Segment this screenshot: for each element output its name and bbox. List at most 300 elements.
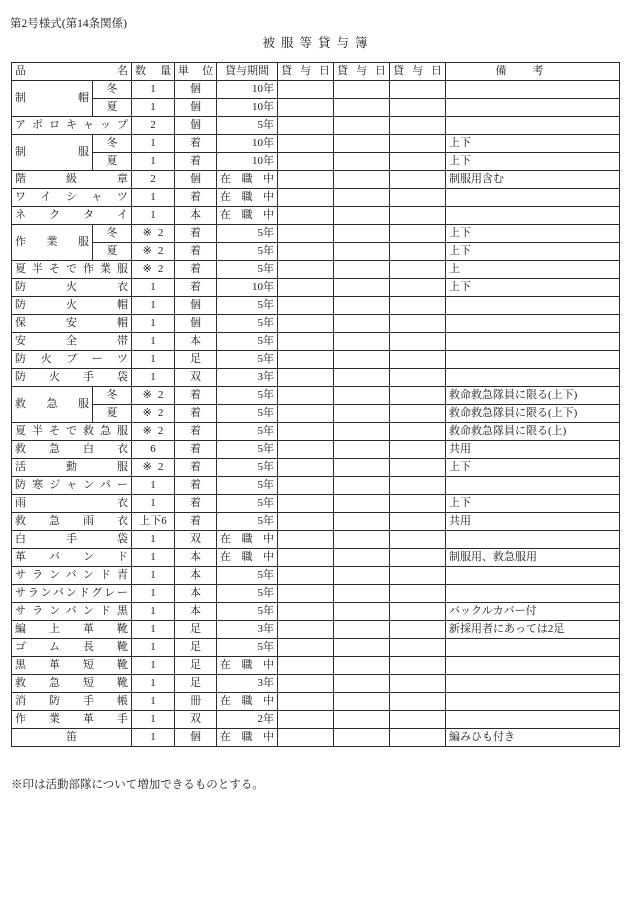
quantity-value: 2 (157, 461, 164, 473)
item-name-text: 救急短靴 (15, 677, 128, 689)
cell-unit: 双 (175, 369, 217, 387)
item-name-text: ゴム長靴 (15, 641, 128, 653)
item-name-text: 雨衣 (15, 497, 128, 509)
cell-remarks (446, 315, 620, 333)
asterisk-mark-icon: ※ (142, 389, 152, 401)
item-name-text: 救急服 (15, 398, 89, 410)
cell-unit: 足 (175, 657, 217, 675)
cell-quantity (132, 99, 175, 117)
quantity-value: 1 (150, 551, 156, 563)
cell-lend-date-3[interactable] (390, 279, 446, 297)
column-header-unit-text: 単位 (178, 65, 213, 77)
cell-lend-date-2[interactable] (334, 621, 390, 639)
table-row (12, 477, 620, 495)
cell-lend-date-1[interactable] (278, 711, 334, 729)
cell-lend-date-1[interactable] (278, 729, 334, 747)
cell-lend-date-1[interactable] (278, 297, 334, 315)
item-name-text: 笛 (66, 731, 77, 743)
cell-lend-date-2[interactable] (334, 405, 390, 423)
cell-remarks: バックルカバー付 (446, 603, 620, 621)
cell-lend-date-2[interactable] (334, 567, 390, 585)
cell-lend-date-2[interactable] (334, 657, 390, 675)
cell-lending-period: 2年 (217, 711, 278, 729)
cell-remarks (446, 369, 620, 387)
cell-lending-period: 5年 (217, 423, 278, 441)
lending-period-text: 在職中 (220, 173, 274, 185)
asterisk-mark-icon: ※ (142, 461, 152, 473)
cell-quantity (132, 351, 175, 369)
form-id-label: 第2号様式(第14条関係) (10, 18, 127, 30)
cell-lend-date-3[interactable] (390, 567, 446, 585)
table-row (12, 729, 620, 747)
cell-lend-date-2[interactable] (334, 243, 390, 261)
column-header-quantity-text: 数量 (135, 65, 171, 77)
cell-lend-date-2[interactable] (334, 459, 390, 477)
cell-lend-date-2[interactable] (334, 477, 390, 495)
quantity-value: 1 (150, 101, 156, 113)
cell-lend-date-2[interactable] (334, 585, 390, 603)
cell-lending-period (217, 189, 278, 207)
cell-lend-date-1[interactable] (278, 243, 334, 261)
cell-lend-date-1[interactable] (278, 351, 334, 369)
table-row (12, 441, 620, 459)
cell-lend-date-2[interactable] (334, 603, 390, 621)
cell-lend-date-3[interactable] (390, 657, 446, 675)
cell-remarks (446, 675, 620, 693)
cell-item-name (12, 135, 93, 171)
cell-lend-date-1[interactable] (278, 513, 334, 531)
cell-lend-date-1[interactable] (278, 657, 334, 675)
cell-lend-date-2[interactable] (334, 351, 390, 369)
cell-lending-period: 3年 (217, 675, 278, 693)
cell-lending-period: 10年 (217, 81, 278, 99)
item-name-text: 黒革短靴 (15, 659, 128, 671)
cell-remarks: 上下 (446, 279, 620, 297)
cell-quantity (132, 207, 175, 225)
cell-lend-date-1[interactable] (278, 585, 334, 603)
cell-lend-date-2[interactable] (334, 297, 390, 315)
cell-unit: 着 (175, 441, 217, 459)
item-name-text: 救急雨衣 (15, 515, 128, 527)
cell-unit: 着 (175, 513, 217, 531)
cell-quantity (132, 621, 175, 639)
cell-quantity (132, 405, 175, 423)
cell-lend-date-3[interactable] (390, 207, 446, 225)
quantity-value: 1 (150, 479, 156, 491)
quantity-value: 1 (150, 209, 156, 221)
cell-item-name (12, 711, 132, 729)
cell-remarks (446, 711, 620, 729)
cell-lend-date-2[interactable] (334, 225, 390, 243)
item-name-text: 活動服 (15, 461, 128, 473)
cell-lend-date-2[interactable] (334, 99, 390, 117)
quantity-value: 1 (150, 641, 156, 653)
cell-remarks: 救命救急隊員に限る(上下) (446, 405, 620, 423)
column-header-lend-date-2-text: 貸与日 (337, 65, 386, 77)
cell-lend-date-2[interactable] (334, 711, 390, 729)
cell-lend-date-3[interactable] (390, 99, 446, 117)
cell-lending-period (217, 207, 278, 225)
cell-quantity (132, 711, 175, 729)
cell-lending-period: 5年 (217, 117, 278, 135)
cell-lend-date-1[interactable] (278, 477, 334, 495)
table-row (12, 513, 620, 531)
cell-unit: 着 (175, 135, 217, 153)
cell-lend-date-1[interactable] (278, 693, 334, 711)
cell-quantity (132, 531, 175, 549)
cell-remarks (446, 693, 620, 711)
cell-lend-date-3[interactable] (390, 243, 446, 261)
cell-lend-date-3[interactable] (390, 261, 446, 279)
cell-season: 冬 (93, 135, 132, 153)
document-title: 被服等貸与簿 (262, 36, 374, 50)
cell-lend-date-2[interactable] (334, 333, 390, 351)
cell-quantity (132, 603, 175, 621)
column-header-lend-date-3-text: 貸与日 (393, 65, 442, 77)
cell-lend-date-2[interactable] (334, 675, 390, 693)
cell-remarks (446, 99, 620, 117)
cell-quantity (132, 675, 175, 693)
cell-item-name (12, 729, 132, 747)
cell-unit: 個 (175, 729, 217, 747)
cell-season: 夏 (93, 99, 132, 117)
quantity-value: 1 (150, 137, 156, 149)
cell-remarks: 上下 (446, 495, 620, 513)
cell-remarks (446, 297, 620, 315)
cell-lend-date-1[interactable] (278, 225, 334, 243)
cell-lending-period (217, 171, 278, 189)
cell-quantity (132, 441, 175, 459)
cell-lending-period: 5年 (217, 459, 278, 477)
cell-item-name (12, 297, 132, 315)
cell-quantity (132, 513, 175, 531)
cell-remarks: 上下 (446, 243, 620, 261)
cell-lend-date-3[interactable] (390, 621, 446, 639)
lending-period-text: 在職中 (220, 209, 274, 221)
cell-lend-date-2[interactable] (334, 549, 390, 567)
table-row (12, 153, 620, 171)
cell-remarks (446, 117, 620, 135)
cell-lend-date-1[interactable] (278, 495, 334, 513)
cell-item-name (12, 585, 132, 603)
cell-remarks: 編みひも付き (446, 729, 620, 747)
cell-lend-date-3[interactable] (390, 603, 446, 621)
cell-lend-date-2[interactable] (334, 639, 390, 657)
lending-period-text: 在職中 (220, 731, 274, 743)
table-row (12, 675, 620, 693)
column-header-lend-date-2 (334, 63, 390, 81)
lending-period-text: 在職中 (220, 695, 274, 707)
cell-lend-date-2[interactable] (334, 189, 390, 207)
cell-item-name (12, 513, 132, 531)
asterisk-mark-icon: ※ (142, 407, 152, 419)
item-name-text: 消防手帳 (15, 695, 128, 707)
cell-lending-period: 5年 (217, 261, 278, 279)
cell-lend-date-1[interactable] (278, 207, 334, 225)
cell-unit: 本 (175, 207, 217, 225)
cell-lend-date-3[interactable] (390, 423, 446, 441)
cell-lend-date-2[interactable] (334, 207, 390, 225)
cell-item-name (12, 603, 132, 621)
cell-quantity (132, 297, 175, 315)
table-row (12, 423, 620, 441)
cell-remarks: 上 (446, 261, 620, 279)
cell-lend-date-2[interactable] (334, 387, 390, 405)
cell-lend-date-3[interactable] (390, 315, 446, 333)
cell-quantity (132, 261, 175, 279)
cell-item-name (12, 369, 132, 387)
table-header-row (12, 63, 620, 81)
cell-lend-date-1[interactable] (278, 315, 334, 333)
quantity-value: 1 (150, 497, 156, 509)
table-row (12, 387, 620, 405)
item-name-text: サランバンド青 (15, 569, 128, 581)
cell-lending-period: 5年 (217, 585, 278, 603)
cell-lend-date-2[interactable] (334, 171, 390, 189)
column-header-name-text: 品 名 (15, 65, 128, 77)
lending-period-text: 在職中 (220, 659, 274, 671)
cell-remarks (446, 657, 620, 675)
table-row (12, 639, 620, 657)
cell-lend-date-2[interactable] (334, 423, 390, 441)
quantity-value: 1 (150, 353, 156, 365)
cell-remarks (446, 567, 620, 585)
cell-lend-date-3[interactable] (390, 135, 446, 153)
cell-lending-period (217, 531, 278, 549)
lending-period-text: 在職中 (220, 191, 274, 203)
cell-season: 夏 (93, 405, 132, 423)
cell-lend-date-3[interactable] (390, 495, 446, 513)
cell-lend-date-1[interactable] (278, 135, 334, 153)
column-header-period-text: 貸与期間 (225, 65, 269, 77)
cell-lend-date-1[interactable] (278, 153, 334, 171)
cell-item-name (12, 171, 132, 189)
cell-lend-date-3[interactable] (390, 153, 446, 171)
cell-quantity (132, 135, 175, 153)
cell-item-name (12, 423, 132, 441)
cell-unit: 個 (175, 315, 217, 333)
cell-lend-date-3[interactable] (390, 81, 446, 99)
item-name-text: 防火帽 (15, 299, 128, 311)
cell-lend-date-1[interactable] (278, 603, 334, 621)
cell-lend-date-1[interactable] (278, 549, 334, 567)
cell-lend-date-2[interactable] (334, 153, 390, 171)
quantity-value: 2 (157, 389, 164, 401)
cell-item-name (12, 441, 132, 459)
cell-unit: 個 (175, 171, 217, 189)
item-name-text: 防火手袋 (15, 371, 128, 383)
cell-lend-date-3[interactable] (390, 171, 446, 189)
cell-lend-date-1[interactable] (278, 333, 334, 351)
cell-item-name (12, 639, 132, 657)
cell-lend-date-3[interactable] (390, 549, 446, 567)
cell-lend-date-2[interactable] (334, 441, 390, 459)
item-name-text: 防火ブーツ (15, 353, 128, 365)
quantity-value: 1 (150, 191, 156, 203)
cell-lend-date-2[interactable] (334, 117, 390, 135)
cell-lend-date-3[interactable] (390, 675, 446, 693)
cell-lend-date-3[interactable] (390, 189, 446, 207)
cell-remarks: 救命救急隊員に限る(上) (446, 423, 620, 441)
cell-lend-date-2[interactable] (334, 81, 390, 99)
cell-item-name (12, 261, 132, 279)
table-row (12, 567, 620, 585)
cell-lend-date-3[interactable] (390, 333, 446, 351)
cell-lend-date-2[interactable] (334, 495, 390, 513)
cell-item-name (12, 81, 93, 117)
lending-period-text: 在職中 (220, 533, 274, 545)
cell-lend-date-1[interactable] (278, 567, 334, 585)
cell-lending-period: 10年 (217, 153, 278, 171)
cell-lending-period: 5年 (217, 387, 278, 405)
cell-lend-date-3[interactable] (390, 117, 446, 135)
cell-quantity (132, 585, 175, 603)
cell-item-name (12, 315, 132, 333)
cell-lend-date-2[interactable] (334, 315, 390, 333)
cell-lend-date-3[interactable] (390, 711, 446, 729)
cell-remarks (446, 81, 620, 99)
cell-lend-date-1[interactable] (278, 621, 334, 639)
cell-lend-date-3[interactable] (390, 459, 446, 477)
cell-lending-period: 5年 (217, 477, 278, 495)
cell-lending-period (217, 693, 278, 711)
cell-item-name (12, 477, 132, 495)
cell-lend-date-3[interactable] (390, 531, 446, 549)
quantity-value: 2 (157, 263, 164, 275)
cell-quantity (132, 549, 175, 567)
quantity-value: 1 (150, 731, 156, 743)
quantity-value: 2 (150, 173, 156, 185)
cell-item-name (12, 657, 132, 675)
cell-remarks: 制服用、救急服用 (446, 549, 620, 567)
cell-lending-period: 10年 (217, 99, 278, 117)
cell-item-name (12, 333, 132, 351)
quantity-value: 1 (150, 659, 156, 671)
asterisk-mark-icon: ※ (142, 263, 152, 275)
cell-quantity (132, 729, 175, 747)
cell-lending-period: 5年 (217, 639, 278, 657)
cell-lend-date-1[interactable] (278, 423, 334, 441)
cell-lend-date-3[interactable] (390, 729, 446, 747)
cell-lend-date-3[interactable] (390, 387, 446, 405)
cell-lend-date-2[interactable] (334, 261, 390, 279)
item-name-text: 制帽 (15, 92, 89, 104)
cell-lending-period: 3年 (217, 369, 278, 387)
cell-lend-date-1[interactable] (278, 117, 334, 135)
cell-unit: 足 (175, 621, 217, 639)
cell-lend-date-3[interactable] (390, 513, 446, 531)
cell-lend-date-2[interactable] (334, 513, 390, 531)
cell-lend-date-2[interactable] (334, 369, 390, 387)
cell-lend-date-3[interactable] (390, 297, 446, 315)
cell-quantity (132, 189, 175, 207)
cell-lend-date-1[interactable] (278, 441, 334, 459)
table-row (12, 171, 620, 189)
cell-lend-date-1[interactable] (278, 189, 334, 207)
cell-lend-date-3[interactable] (390, 585, 446, 603)
cell-remarks: 新採用者にあっては2足 (446, 621, 620, 639)
quantity-value: 1 (150, 587, 156, 599)
cell-quantity (132, 333, 175, 351)
quantity-value: 6 (150, 443, 156, 455)
cell-lend-date-1[interactable] (278, 675, 334, 693)
cell-quantity (132, 693, 175, 711)
cell-lending-period (217, 549, 278, 567)
cell-quantity (132, 369, 175, 387)
cell-unit: 着 (175, 477, 217, 495)
quantity-value: 2 (157, 407, 164, 419)
item-name-text: 防火衣 (15, 281, 128, 293)
item-name-text: 夏半そで作業服 (15, 263, 128, 275)
quantity-value: 1 (150, 335, 156, 347)
cell-lend-date-2[interactable] (334, 135, 390, 153)
cell-lend-date-2[interactable] (334, 279, 390, 297)
cell-lending-period: 5年 (217, 351, 278, 369)
cell-lend-date-3[interactable] (390, 693, 446, 711)
cell-item-name (12, 279, 132, 297)
cell-lend-date-1[interactable] (278, 405, 334, 423)
table-row (12, 603, 620, 621)
item-name-text: 作業服 (15, 236, 89, 248)
cell-lend-date-3[interactable] (390, 639, 446, 657)
cell-lend-date-3[interactable] (390, 477, 446, 495)
asterisk-mark-icon: ※ (142, 227, 152, 239)
cell-lend-date-3[interactable] (390, 369, 446, 387)
cell-lend-date-1[interactable] (278, 279, 334, 297)
cell-lend-date-3[interactable] (390, 405, 446, 423)
cell-remarks: 共用 (446, 513, 620, 531)
cell-lend-date-2[interactable] (334, 729, 390, 747)
column-header-unit (175, 63, 217, 81)
cell-lend-date-1[interactable] (278, 261, 334, 279)
cell-item-name (12, 189, 132, 207)
cell-quantity (132, 279, 175, 297)
cell-lend-date-1[interactable] (278, 639, 334, 657)
item-name-text: 作業革手 (15, 713, 128, 725)
table-row (12, 621, 620, 639)
cell-remarks (446, 639, 620, 657)
cell-quantity (132, 243, 175, 261)
cell-quantity (132, 459, 175, 477)
table-row (12, 369, 620, 387)
quantity-value: 1 (150, 281, 156, 293)
quantity-value: 2 (157, 425, 164, 437)
cell-lending-period: 5年 (217, 441, 278, 459)
cell-item-name (12, 567, 132, 585)
cell-lend-date-1[interactable] (278, 369, 334, 387)
cell-lend-date-2[interactable] (334, 531, 390, 549)
cell-lending-period: 10年 (217, 135, 278, 153)
item-name-text: 制服 (15, 146, 89, 158)
cell-lend-date-1[interactable] (278, 387, 334, 405)
cell-lend-date-1[interactable] (278, 459, 334, 477)
cell-lend-date-1[interactable] (278, 81, 334, 99)
quantity-value: 1 (150, 533, 156, 545)
cell-lend-date-3[interactable] (390, 441, 446, 459)
cell-quantity (132, 657, 175, 675)
cell-lend-date-3[interactable] (390, 351, 446, 369)
cell-unit: 本 (175, 585, 217, 603)
table-row (12, 117, 620, 135)
cell-lend-date-3[interactable] (390, 225, 446, 243)
cell-unit: 着 (175, 387, 217, 405)
cell-lend-date-1[interactable] (278, 531, 334, 549)
cell-lend-date-1[interactable] (278, 171, 334, 189)
cell-remarks: 上下 (446, 153, 620, 171)
cell-lend-date-1[interactable] (278, 99, 334, 117)
cell-lend-date-2[interactable] (334, 693, 390, 711)
cell-lending-period: 5年 (217, 495, 278, 513)
